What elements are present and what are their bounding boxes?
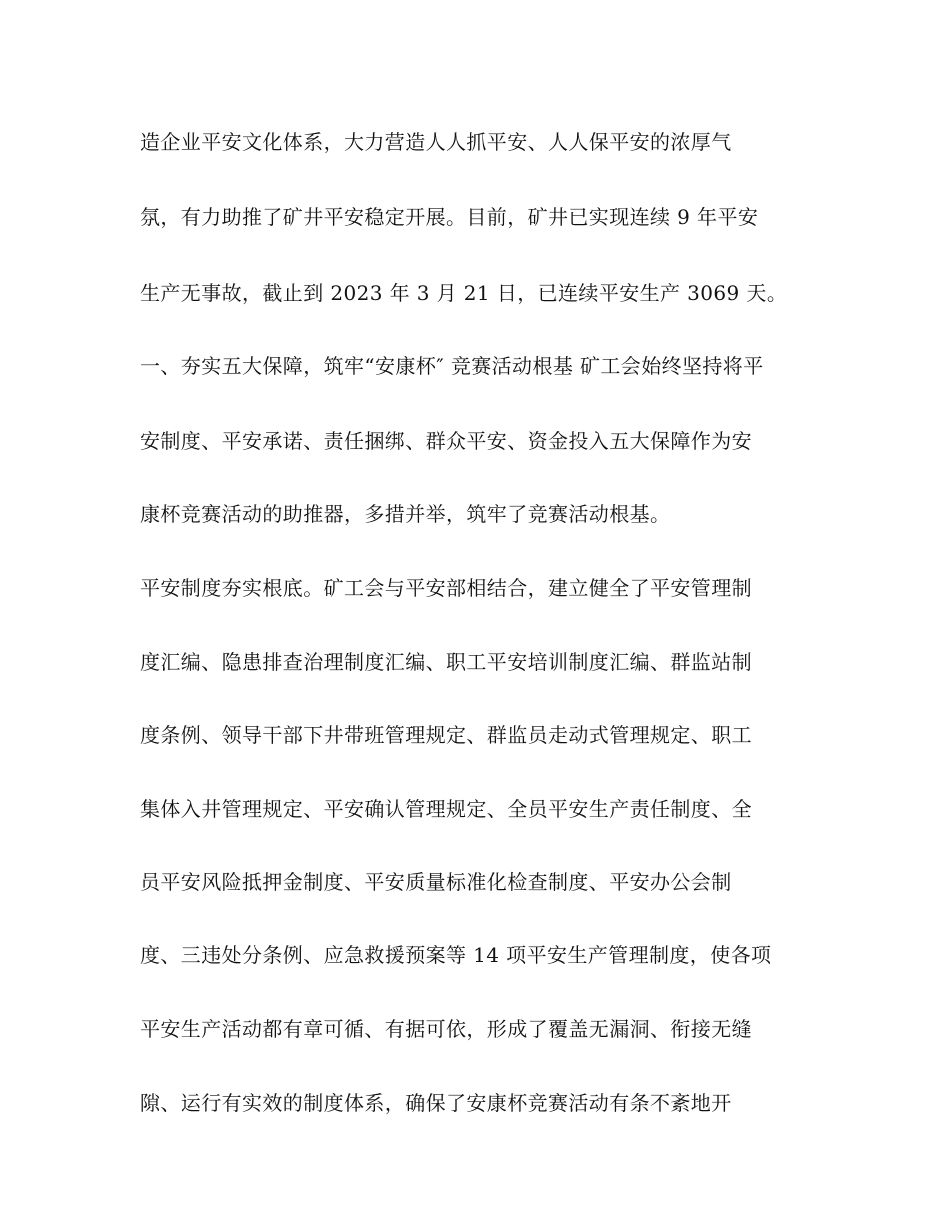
text-line: 度、三违处分条例、应急救援预案等 14 项平安生产管理制度，使各项 [140, 943, 772, 967]
text-line: 氛，有力助推了矿井平安稳定开展。目前，矿井已实现连续 9 年平安 [140, 205, 759, 229]
text-line: 集体入井管理规定、平安确认管理规定、全员平安生产责任制度、全 [140, 797, 752, 821]
text-line: 度条例、领导干部下井带班管理规定、群监员走动式管理规定、职工 [140, 723, 752, 747]
text-line: 生产无事故，截止到 2023 年 3 月 21 日，已连续平安生产 3069 天。 [140, 281, 788, 305]
text-line: 隙、运行有实效的制度体系，确保了安康杯竞赛活动有条不紊地开 [140, 1091, 732, 1115]
text-line: 员平安风险抵押金制度、平安质量标准化检查制度、平安办公会制 [140, 870, 732, 894]
text-line: 康杯竞赛活动的助推器，多措并举，筑牢了竞赛活动根基。 [140, 502, 671, 526]
paragraph-start-line: 平安制度夯实根底。矿工会与平安部相结合，建立健全了平安管理制 [140, 576, 752, 600]
text-line: 平安生产活动都有章可循、有据可依，形成了覆盖无漏洞、衔接无缝 [140, 1017, 752, 1041]
text-line: 造企业平安文化体系，大力营造人人抓平安、人人保平安的浓厚气 [140, 130, 732, 154]
section-heading-line: 一、夯实五大保障，筑牢“安康杯″ 竞赛活动根基 矿工会始终坚持将平 [140, 354, 764, 378]
text-line: 安制度、平安承诺、责任捆绑、群众平安、资金投入五大保障作为安 [140, 429, 752, 453]
text-line: 度汇编、隐患排查治理制度汇编、职工平安培训制度汇编、群监站制 [140, 650, 752, 674]
